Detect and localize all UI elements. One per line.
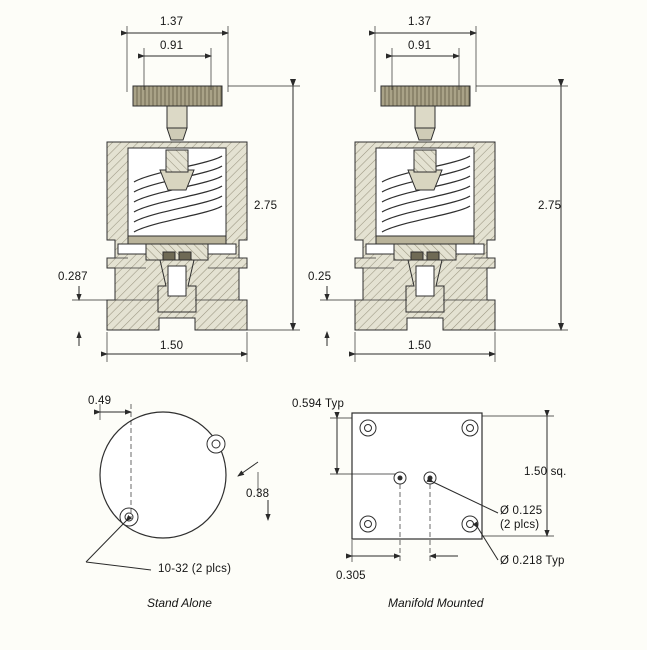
caption-stand-alone: Stand Alone	[147, 596, 212, 610]
dim-mmb-typ-v: 0.594 Typ	[292, 398, 345, 410]
dim-mm-height: 2.75	[538, 200, 562, 212]
dim-sab-hole-y: 0.38	[246, 488, 270, 500]
note-sab-thread: 10-32 (2 plcs)	[158, 563, 232, 575]
note-mmb-big-hole: Ø 0.218 Typ	[500, 555, 565, 567]
dim-sab-hole-x: 0.49	[88, 395, 112, 407]
dim-mm-port-height: 0.25	[308, 271, 332, 283]
dim-mm-base-width: 1.50	[408, 340, 432, 352]
note-mmb-small-hole: Ø 0.125	[500, 505, 543, 517]
dim-mm-stem-width: 0.91	[408, 40, 432, 52]
view-stand-alone-bottom	[86, 404, 268, 570]
dim-sa-base-width: 1.50	[160, 340, 184, 352]
dim-mmb-square: 1.50 sq.	[524, 466, 567, 478]
dim-sa-top-width: 1.37	[160, 16, 184, 28]
note-mmb-small-hole-qty: (2 plcs)	[500, 519, 540, 531]
view-manifold-section	[355, 86, 495, 330]
caption-manifold-mounted: Manifold Mounted	[388, 596, 484, 610]
dim-mmb-offset: 0.305	[336, 570, 366, 582]
dim-sa-stem-width: 0.91	[160, 40, 184, 52]
dim-sa-port-height: 0.287	[58, 271, 88, 283]
view-stand-alone-section	[107, 86, 247, 330]
dim-mm-top-width: 1.37	[408, 16, 432, 28]
view-manifold-bottom	[330, 413, 554, 562]
dim-sa-height: 2.75	[254, 200, 278, 212]
